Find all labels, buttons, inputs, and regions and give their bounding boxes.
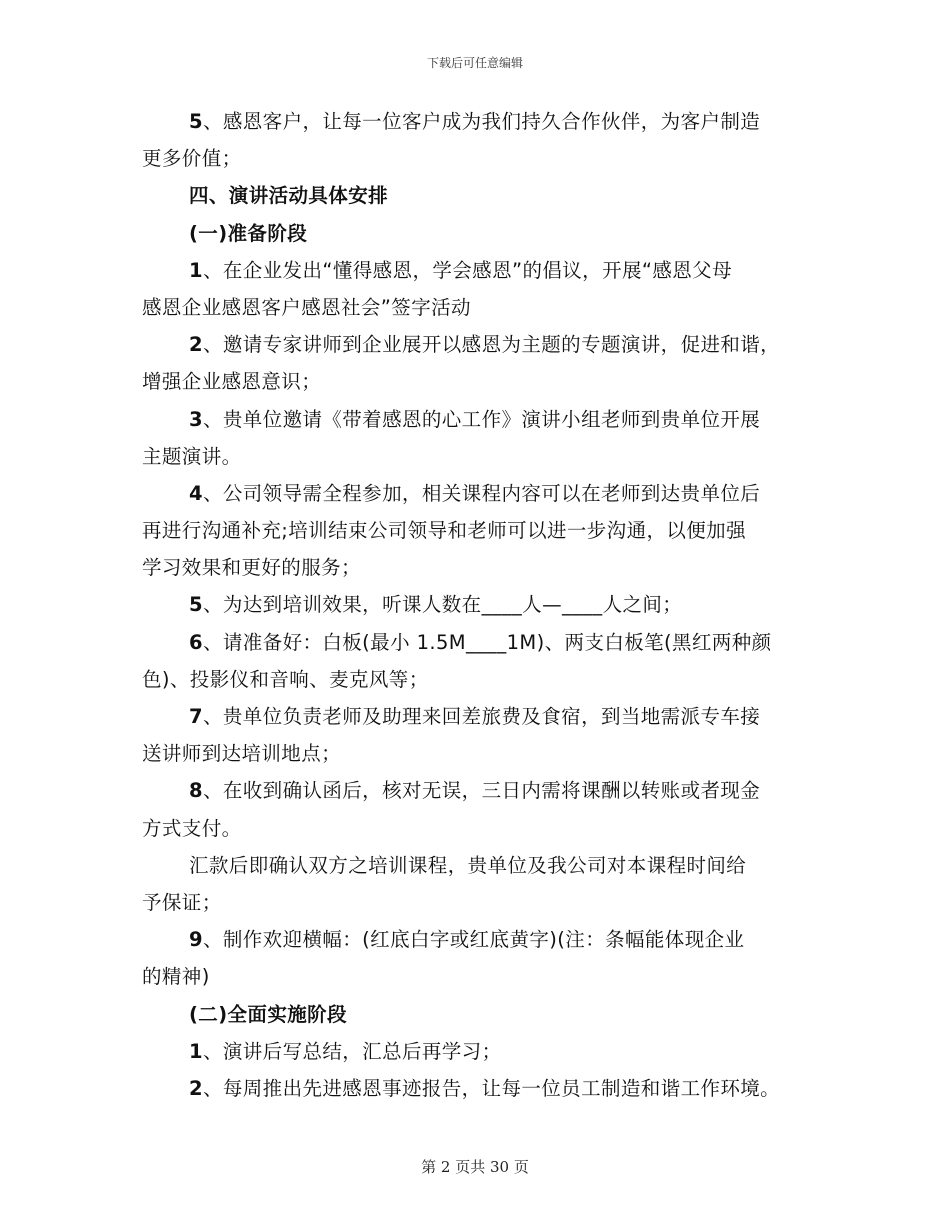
paragraph-line: 色)、投影仪和音响、麦克风等； <box>142 667 429 691</box>
paragraph-line: 2、邀请专家讲师到企业展开以感恩为主题的专题演讲，促进和谐， <box>189 333 781 357</box>
paragraph-line: 8、在收到确认函后，核对无误，三日内需将课酬以转账或者现金 <box>189 779 761 803</box>
page-footer: 第 2 页共 30 页 <box>421 1158 529 1176</box>
paragraph-line: 1、在企业发出“懂得感恩，学会感恩”的倡议，开展“感恩父母 <box>189 258 732 282</box>
paragraph-line: 7、贵单位负责老师及助理来回差旅费及食宿，到当地需派专车接 <box>189 705 761 728</box>
paragraph-line: 5、感恩客户，让每一位客户成为我们持久合作伙伴，为客户制造 <box>189 110 761 133</box>
paragraph-line: 汇款后即确认双方之培训课程，贵单位及我公司对本课程时间给 <box>189 853 747 877</box>
paragraph-line: 3、贵单位邀请《带着感恩的心工作》演讲小组老师到贵单位开展 <box>189 407 761 431</box>
subsection-heading: (一)准备阶段 <box>189 221 308 245</box>
page-header: 下载后可任意编辑 <box>426 56 523 70</box>
paragraph-line: 方式支付。 <box>142 816 242 840</box>
paragraph-line: 再进行沟通补充;培训结束公司领导和老师可以进一步沟通，以便加强 <box>142 519 746 543</box>
section-heading: 四、演讲活动具体安排 <box>189 184 389 208</box>
paragraph-line: 主题演讲。 <box>142 444 242 468</box>
paragraph-line: 1、演讲后写总结，汇总后再学习； <box>189 1039 502 1063</box>
paragraph-line: 予保证； <box>142 890 222 914</box>
paragraph-line: 更多价值； <box>142 147 242 171</box>
paragraph-line: 5、为达到培训效果，听课人数在____人—____人之间； <box>189 593 683 617</box>
paragraph-line: 9、制作欢迎横幅：(红底白字或红底黄字)(注：条幅能体现企业 <box>189 928 745 952</box>
paragraph-line: 增强企业感恩意识； <box>142 370 322 394</box>
paragraph-line: 6、请准备好：白板(最小 1.5M____1M)、两支白板笔(黑红两种颜 <box>189 630 772 654</box>
document-body <box>142 111 832 1115</box>
paragraph-line: 2、每周推出先进感恩事迹报告，让每一位员工制造和谐工作环境。 <box>189 1076 781 1100</box>
subsection-heading: (二)全面实施阶段 <box>189 1002 347 1026</box>
paragraph-line: 送讲师到达培训地点； <box>142 742 342 766</box>
paragraph-line: 学习效果和更好的服务； <box>142 556 361 580</box>
paragraph-line: 4、公司领导需全程参加，相关课程内容可以在老师到达贵单位后 <box>189 481 761 505</box>
paragraph-line: 的精神) <box>142 965 210 989</box>
paragraph-line: 感恩企业感恩客户感恩社会”签字活动 <box>142 295 471 319</box>
